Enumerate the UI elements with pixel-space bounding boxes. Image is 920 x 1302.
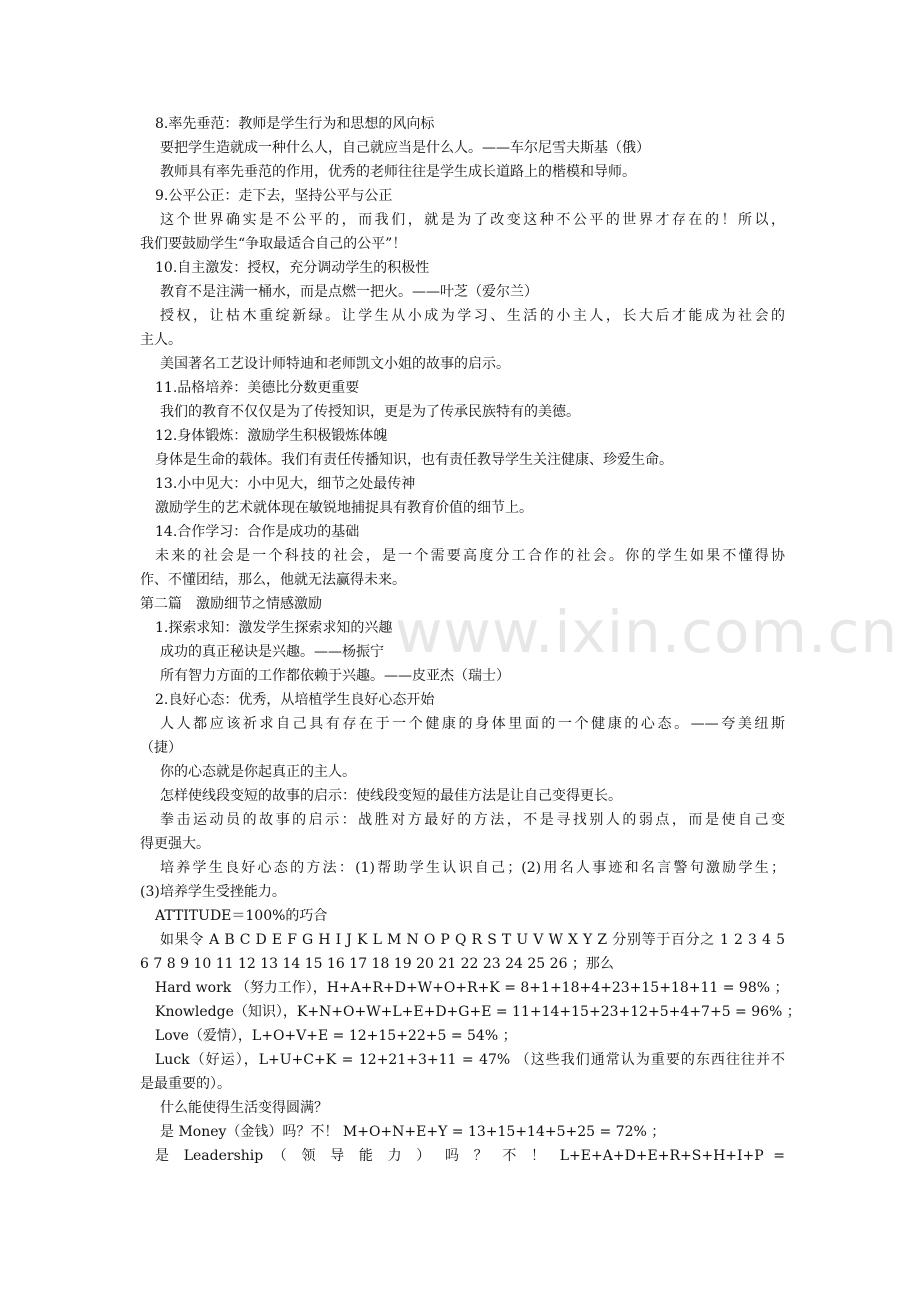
heading-13: 13.小中见大：小中见大，细节之处最传神 bbox=[155, 476, 416, 492]
paragraph-line: 培养学生良好心态的方法：(1)帮助学生认识自己；(2)用名人事迹和名言警句激励学生； bbox=[160, 860, 785, 876]
heading-11: 11.品格培养：美德比分数更重要 bbox=[155, 380, 360, 396]
heading-2: 2.良好心态：优秀，从培植学生良好心态开始 bbox=[155, 692, 435, 708]
heading-9: 9.公平公正：走下去，坚持公平与公正 bbox=[155, 188, 393, 204]
formula-line: Luck（好运），L+U+C+K = 12+21+3+11 = 47% （这些我们通常认为重要的东西往往并不 bbox=[155, 1052, 785, 1068]
paragraph-line: 怎样使线段变短的故事的启示：使线段变短的最佳方法是让自己变得更长。 bbox=[160, 788, 622, 804]
paragraph-line: 是最重要的）。 bbox=[140, 1076, 231, 1092]
paragraph-line: 身体是生命的载体。我们有责任传播知识，也有责任教导学生关注健康、珍爱生命。 bbox=[155, 452, 673, 468]
paragraph-line: 主人。 bbox=[140, 332, 182, 348]
heading-12: 12.身体锻炼：激励学生积极锻炼体魄 bbox=[155, 428, 388, 444]
heading-14: 14.合作学习：合作是成功的基础 bbox=[155, 524, 360, 540]
formula-title: ATTITUDE＝100%的巧合 bbox=[155, 908, 328, 924]
paragraph-line: 美国著名工艺设计师特迪和老师凯文小姐的故事的启示。 bbox=[160, 356, 510, 372]
paragraph-line: 得更强大。 bbox=[140, 836, 210, 852]
quote-line: 成功的真正秘诀是兴趣。——杨振宁 bbox=[160, 644, 384, 660]
section-title: 第二篇 激励细节之情感激励 bbox=[140, 596, 322, 612]
quote-line: 教育不是注满一桶水，而是点燃一把火。——叶芝（爱尔兰） bbox=[160, 284, 538, 300]
paragraph-line: 激励学生的艺术就体现在敏锐地捕捉具有教育价值的细节上。 bbox=[155, 500, 533, 516]
heading-1: 1.探索求知：激发学生探索求知的兴趣 bbox=[155, 620, 393, 636]
formula-line: Love（爱情），L+O+V+E = 12+15+22+5 = 54% ； bbox=[155, 1028, 517, 1044]
heading-8: 8.率先垂范：教师是学生行为和思想的风向标 bbox=[155, 116, 435, 132]
watermark: www.ixin.com.cn bbox=[395, 598, 899, 666]
paragraph-line: 你的心态就是你起真正的主人。 bbox=[160, 764, 356, 780]
paragraph-line: 这个世界确实是不公平的，而我们，就是为了改变这种不公平的世界才存在的！所以， bbox=[160, 212, 785, 228]
formula-line: Hard work （努力工作），H+A+R+D+W+O+R+K = 8+1+18+4+23+15+18+11 = 98% ； bbox=[155, 980, 789, 996]
alphabet-line: 如果令 A B C D E F G H I J K L M N O P Q R S T U V W X Y Z 分别等于百分之 1 2 3 4 5 bbox=[160, 932, 785, 948]
paragraph-line: 未来的社会是一个科技的社会，是一个需要高度分工合作的社会。你的学生如果不懂得协 bbox=[155, 548, 785, 564]
paragraph-line: 拳击运动员的故事的启示：战胜对方最好的方法，不是寻找别人的弱点，而是使自己变 bbox=[160, 812, 785, 828]
quote-line: 人人都应该祈求自己具有存在于一个健康的身体里面的一个健康的心态。——夸美纽斯 bbox=[160, 716, 785, 732]
paragraph-line: 我们的教育不仅仅是为了传授知识，更是为了传承民族特有的美德。 bbox=[160, 404, 580, 420]
formula-line: 是 Leadership （ 领 导 能 力 ） 吗 ？ 不 ！ L+E+A+D+E+R+S+H+I+P = bbox=[155, 1148, 785, 1164]
numbers-line: 6 7 8 9 10 11 12 13 14 15 16 17 18 19 20 21 22 23 24 25 26 ；那么 bbox=[140, 956, 614, 972]
quote-line: （捷） bbox=[140, 740, 182, 756]
paragraph-line: 什么能使得生活变得圆满？ bbox=[160, 1100, 328, 1116]
paragraph-line: 我们要鼓励学生“争取最适合自己的公平”！ bbox=[140, 236, 407, 252]
formula-line: Knowledge（知识），K+N+O+W+L+E+D+G+E = 11+14+15+23+12+5+4+7+5 = 96% ； bbox=[155, 1004, 801, 1020]
heading-10: 10.自主激发：授权，充分调动学生的积极性 bbox=[155, 260, 430, 276]
quote-line: 要把学生造就成一种什么人，自己就应当是什么人。——车尔尼雪夫斯基（俄） bbox=[160, 140, 650, 156]
paragraph-line: 教师具有率先垂范的作用，优秀的老师往往是学生成长道路上的楷模和导师。 bbox=[160, 164, 636, 180]
paragraph-line: (3)培养学生受挫能力。 bbox=[140, 884, 286, 900]
formula-line: 是 Money（金钱）吗？不！ M+O+N+E+Y = 13+15+14+5+25 = 72% ； bbox=[160, 1124, 666, 1140]
quote-line: 所有智力方面的工作都依赖于兴趣。——皮亚杰（瑞士） bbox=[160, 668, 510, 684]
paragraph-line: 作、不懂团结，那么，他就无法赢得未来。 bbox=[140, 572, 406, 588]
paragraph-line: 授权，让枯木重绽新绿。让学生从小成为学习、生活的小主人，长大后才能成为社会的 bbox=[160, 308, 785, 324]
